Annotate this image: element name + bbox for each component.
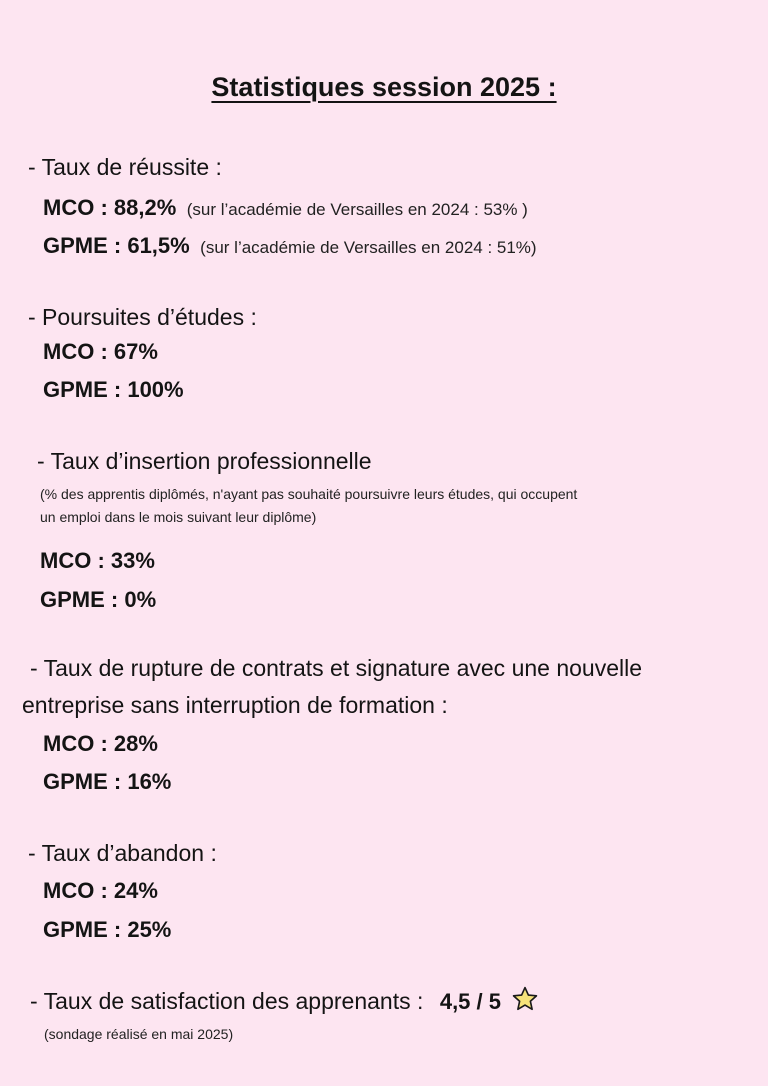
rupture-mco-value: MCO : 28%	[43, 731, 158, 756]
abandon-mco-value: MCO : 24%	[43, 878, 158, 903]
poursuites-gpme-value: GPME : 100%	[43, 377, 184, 402]
poursuites-mco-value: MCO : 67%	[43, 339, 158, 364]
insertion-mco-value: MCO : 33%	[40, 548, 155, 573]
page-title: Statistiques session 2025 :	[211, 72, 557, 102]
satisfaction-score: 4,5 / 5	[439, 989, 501, 1014]
abandon-heading: - Taux d’abandon :	[28, 840, 217, 866]
rupture-gpme-value: GPME : 16%	[43, 769, 172, 794]
reussite-mco-value: MCO : 88,2%	[43, 195, 177, 220]
satisfaction-heading: - Taux de satisfaction des apprenants :	[30, 988, 424, 1014]
rupture-heading-line2: entreprise sans interruption de formation :	[22, 692, 448, 718]
insertion-note-line1: (% des apprentis diplômés, n'ayant pas souhaité poursuivre leurs études, qui occupent	[40, 486, 578, 502]
abandon-gpme-value: GPME : 25%	[43, 917, 172, 942]
reussite-heading: - Taux de réussite :	[28, 154, 222, 180]
satisfaction-note: (sondage réalisé en mai 2025)	[44, 1026, 234, 1042]
star-icon	[511, 985, 539, 1018]
poursuites-heading: - Poursuites d’études :	[28, 304, 257, 330]
satisfaction-row	[30, 985, 539, 1018]
reussite-gpme-note: (sur l’académie de Versailles en 2024 : 51%)	[200, 238, 537, 257]
insertion-note-line2: un emploi dans le mois suivant leur diplôme)	[40, 509, 317, 525]
reussite-gpme-value: GPME : 61,5%	[43, 233, 190, 258]
reussite-gpme-row	[43, 231, 537, 261]
insertion-heading: - Taux d’insertion professionnelle	[37, 448, 372, 474]
reussite-mco-row	[43, 193, 528, 223]
rupture-heading-line1: - Taux de rupture de contrats et signature avec une nouvelle	[30, 655, 643, 681]
reussite-mco-note: (sur l’académie de Versailles en 2024 : 53% )	[186, 200, 528, 219]
insertion-gpme-value: GPME : 0%	[40, 587, 157, 612]
